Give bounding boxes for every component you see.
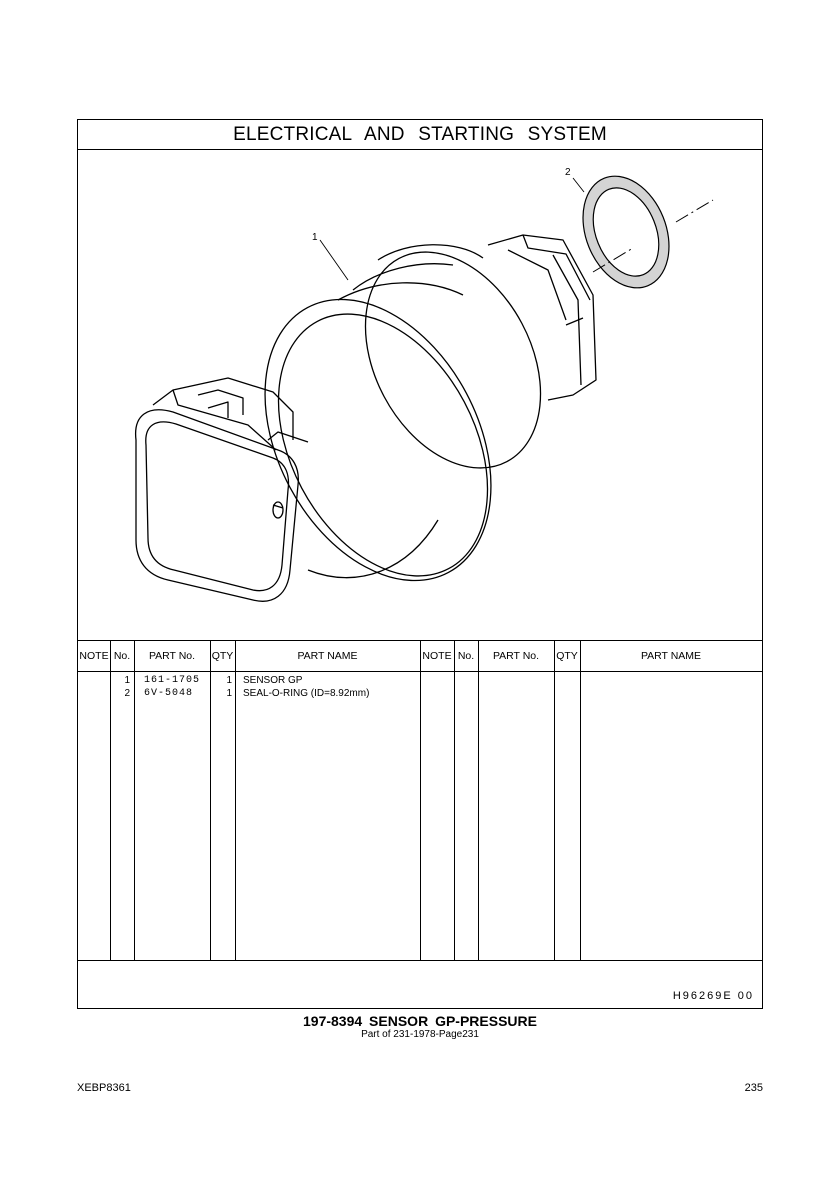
column-divider [454, 641, 455, 961]
row-qty: 1 [226, 688, 232, 699]
page-title: ELECTRICAL AND STARTING SYSTEM [78, 120, 762, 150]
column-divider [580, 641, 581, 961]
header-part-no: PART No. [492, 650, 540, 662]
column-divider [420, 641, 421, 961]
column-divider [554, 641, 555, 961]
row-qty: 1 [226, 675, 232, 686]
caption-subtitle: Part of 231-1978-Page231 [361, 1029, 479, 1040]
exploded-drawing [78, 150, 762, 640]
page-number: 235 [744, 1082, 763, 1094]
header-no: No. [457, 650, 475, 662]
header-part-name: PART NAME [297, 650, 358, 662]
header-qty: QTY [556, 650, 578, 662]
column-divider [235, 641, 236, 961]
illustration-code: H96269E 00 [672, 990, 754, 1002]
header-part-name: PART NAME [640, 650, 702, 662]
callout-2: 2 [565, 167, 571, 178]
illustration-code-band [78, 960, 762, 1008]
row-number: 1 [124, 675, 130, 686]
callout-1: 1 [312, 232, 318, 243]
column-divider [478, 641, 479, 961]
row-part-no: 161-1705 [144, 675, 201, 686]
header-part-no: PART No. [148, 650, 196, 662]
row-number: 2 [124, 688, 130, 699]
row-part-name: SEAL-O-RING (ID=8.92mm) [243, 688, 370, 699]
parts-table [78, 640, 762, 960]
column-divider [134, 641, 135, 961]
row-part-no: 6V-5048 [144, 688, 194, 699]
parts-frame [77, 119, 763, 1009]
header-no: No. [113, 650, 131, 662]
header-note: NOTE [79, 650, 109, 662]
document-id: XEBP8361 [77, 1082, 131, 1094]
caption-title: 197-8394 SENSOR GP-PRESSURE [303, 1013, 537, 1029]
header-note: NOTE [422, 650, 452, 662]
sensor-illustration [78, 150, 762, 640]
header-qty: QTY [211, 650, 234, 662]
row-part-name: SENSOR GP [243, 675, 303, 686]
